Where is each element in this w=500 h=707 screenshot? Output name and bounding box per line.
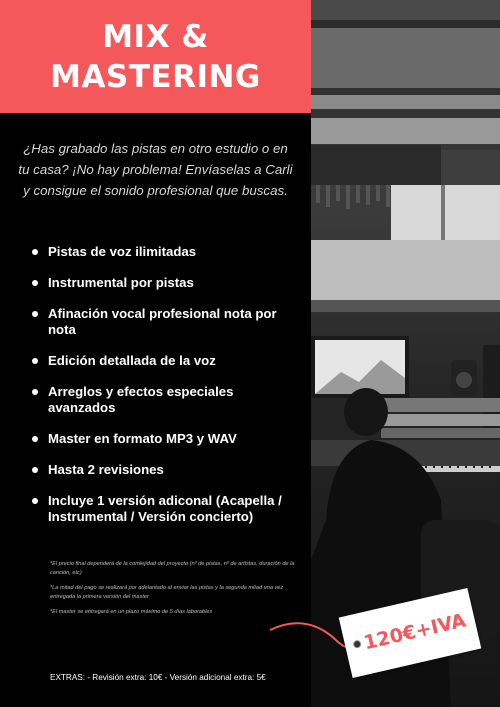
feature-text: Afinación vocal profesional nota por nota — [48, 306, 277, 337]
list-item — [30, 353, 300, 369]
extras-line: EXTRAS: - Revisión extra: 10€ - Versión adicional extra: 5€ — [50, 673, 266, 682]
footnotes — [50, 560, 295, 623]
footnote-delivery: *El master se entregará en un plazo máximo de 5 días laborables — [50, 609, 213, 615]
footnote-price: *El precio final dependerá de la comlejidad del proyecto (nº de pistas, nº de artistas, duración de la canción, etc) — [50, 561, 295, 576]
feature-text: Arreglos y efectos especiales avanzados — [48, 384, 234, 415]
feature-text: Instrumental por pistas — [48, 275, 194, 290]
feature-list — [30, 244, 300, 540]
list-item — [30, 384, 300, 416]
list-item — [30, 275, 300, 291]
list-item — [30, 462, 300, 478]
footnote-payment: *La mitad del pago se realizará por adelantado al enviar las pistas y la segunda mitad una vez entregada la primera versión del master — [50, 585, 284, 600]
intro-text: ¿Has grabado las pistas en otro estudio o en tu casa? ¡No hay problema! Envíaselas a Carli y consigue el sonido profesional que buscas. — [18, 141, 293, 198]
list-item — [30, 493, 300, 525]
page-title-line-2: MASTERING — [50, 58, 261, 95]
header-banner — [0, 0, 311, 113]
feature-text: Incluye 1 versión adiconal (Acapella / Instrumental / Versión concierto) — [48, 493, 282, 524]
bullet-icon — [32, 467, 38, 473]
list-item — [30, 306, 300, 338]
feature-text: Master en formato MP3 y WAV — [48, 431, 237, 446]
bullet-icon — [32, 436, 38, 442]
feature-text: Hasta 2 revisiones — [48, 462, 164, 477]
bullet-icon — [32, 249, 38, 255]
page-title-line-1: MIX & — [102, 18, 209, 55]
bullet-icon — [32, 358, 38, 364]
bullet-icon — [32, 389, 38, 395]
bullet-icon — [32, 311, 38, 317]
price-tag-group — [268, 582, 488, 692]
feature-text: Pistas de voz ilimitadas — [48, 244, 197, 259]
feature-text: Edición detallada de la voz — [48, 353, 216, 368]
bullet-icon — [32, 280, 38, 286]
list-item — [30, 431, 300, 447]
bullet-icon — [32, 498, 38, 504]
price-label: 120€+IVA — [361, 609, 469, 655]
list-item — [30, 244, 300, 260]
